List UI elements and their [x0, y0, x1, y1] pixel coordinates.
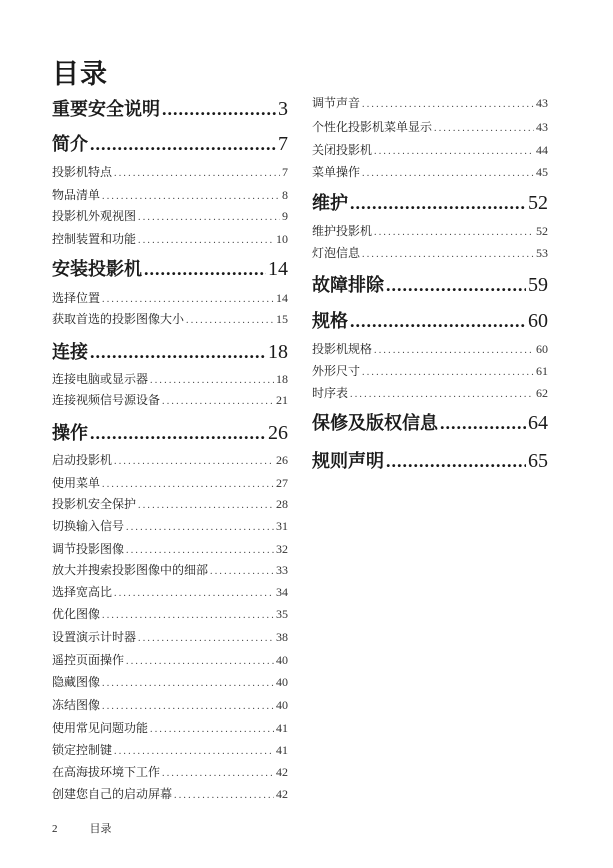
toc-section-entry[interactable]	[52, 185, 288, 205]
toc-page-number: 64	[528, 412, 548, 434]
toc-page-number: 43	[536, 96, 548, 110]
toc-section-entry[interactable]	[312, 339, 548, 359]
toc-dot-leader	[114, 742, 274, 760]
toc-dot-leader	[102, 697, 274, 715]
toc-dot-leader	[102, 475, 274, 493]
toc-page-number: 52	[528, 192, 548, 214]
toc-page-number: 38	[276, 630, 288, 644]
toc-dot-leader	[362, 363, 534, 381]
toc-entry-label: 规格	[312, 311, 348, 332]
toc-section-entry[interactable]	[52, 162, 288, 182]
toc-dot-leader	[114, 584, 274, 602]
toc-section-entry[interactable]	[52, 672, 288, 692]
toc-page-number: 53	[536, 246, 548, 260]
toc-page-number: 26	[276, 453, 288, 467]
toc-section-entry[interactable]	[52, 309, 288, 329]
toc-page-number: 61	[536, 364, 548, 378]
toc-dot-leader	[374, 223, 534, 241]
toc-dot-leader	[162, 392, 274, 410]
toc-entry-label: 规则声明	[312, 451, 384, 472]
toc-chapter-entry[interactable]	[52, 256, 288, 282]
toc-dot-leader	[102, 290, 274, 308]
toc-dot-leader	[386, 448, 526, 474]
toc-page-number: 15	[276, 312, 288, 326]
toc-section-entry[interactable]	[312, 93, 548, 113]
toc-chapter-entry[interactable]	[52, 420, 288, 446]
toc-dot-leader	[138, 496, 274, 514]
toc-section-entry[interactable]	[52, 604, 288, 624]
toc-dot-leader	[138, 208, 280, 226]
toc-dot-leader	[102, 674, 274, 692]
toc-dot-leader	[150, 371, 274, 389]
toc-entry-label: 时序表	[312, 386, 349, 400]
toc-entry-label: 外形尺寸	[312, 364, 361, 378]
toc-section-entry[interactable]	[312, 243, 548, 263]
toc-entry-label: 投影机安全保护	[52, 497, 137, 511]
toc-entry-label: 物品清单	[52, 188, 101, 202]
toc-entry-label: 故障排除	[312, 275, 384, 296]
toc-entry-label: 操作	[52, 423, 88, 444]
toc-entry-label: 调节投影图像	[52, 542, 125, 556]
toc-page-number: 21	[276, 393, 288, 407]
toc-entry-label: 切换输入信号	[52, 519, 125, 533]
footer-section-name: 目录	[89, 822, 112, 835]
toc-entry-label: 调节声音	[312, 96, 361, 110]
toc-dot-leader	[210, 562, 274, 580]
toc-entry-label: 投影机规格	[312, 342, 373, 356]
toc-section-entry[interactable]	[52, 560, 288, 580]
toc-dot-leader	[150, 720, 274, 738]
toc-page-number: 42	[276, 787, 288, 801]
toc-page-number: 59	[528, 274, 548, 296]
toc-dot-leader	[374, 341, 534, 359]
page-footer	[52, 820, 112, 836]
toc-dot-leader	[90, 339, 266, 365]
toc-section-entry[interactable]	[312, 221, 548, 241]
toc-page-number: 3	[278, 98, 288, 120]
toc-section-entry[interactable]	[52, 762, 288, 782]
toc-chapter-entry[interactable]	[312, 410, 548, 436]
toc-dot-leader	[174, 786, 274, 804]
toc-section-entry[interactable]	[52, 784, 288, 804]
toc-entry-label: 冻结图像	[52, 698, 101, 712]
toc-dot-leader	[144, 256, 266, 282]
toc-page-number: 42	[276, 765, 288, 779]
toc-page-number: 10	[276, 232, 288, 246]
toc-page-number: 65	[528, 450, 548, 472]
toc-section-entry[interactable]	[52, 450, 288, 470]
toc-page-number: 14	[276, 291, 288, 305]
toc-dot-leader	[126, 518, 274, 536]
toc-entry-label: 连接	[52, 342, 88, 363]
toc-section-entry[interactable]	[312, 117, 548, 137]
toc-entry-label: 在高海拔环境下工作	[52, 765, 161, 779]
toc-entry-label: 获取首选的投影图像大小	[52, 312, 185, 326]
toc-entry-label: 保修及版权信息	[312, 413, 438, 434]
toc-section-entry[interactable]	[52, 288, 288, 308]
toc-page-number: 44	[536, 143, 548, 157]
toc-entry-label: 遥控页面操作	[52, 653, 125, 667]
toc-dot-leader	[386, 272, 526, 298]
toc-page-number: 28	[276, 497, 288, 511]
toc-dot-leader	[138, 231, 274, 249]
toc-page-number: 8	[282, 188, 288, 202]
toc-entry-label: 重要安全说明	[52, 99, 160, 120]
toc-page-number: 62	[536, 386, 548, 400]
toc-dot-leader	[138, 629, 274, 647]
toc-section-entry[interactable]	[52, 582, 288, 602]
toc-dot-leader	[440, 410, 526, 436]
toc-page-number: 27	[276, 476, 288, 490]
toc-dot-leader	[114, 452, 274, 470]
toc-page-number: 26	[268, 422, 288, 444]
toc-page-number: 9	[282, 209, 288, 223]
toc-dot-leader	[90, 420, 266, 446]
toc-dot-leader	[362, 164, 534, 182]
toc-entry-label: 放大并搜索投影图像中的细部	[52, 563, 209, 577]
toc-page-number: 18	[276, 372, 288, 386]
toc-dot-leader	[350, 190, 526, 216]
toc-dot-leader	[350, 385, 534, 403]
toc-entry-label: 灯泡信息	[312, 246, 361, 260]
toc-page-number: 7	[282, 165, 288, 179]
toc-page-number: 40	[276, 653, 288, 667]
toc-page-number: 60	[528, 310, 548, 332]
toc-section-entry[interactable]	[52, 627, 288, 647]
toc-page-number: 32	[276, 542, 288, 556]
toc-entry-label: 选择宽高比	[52, 585, 113, 599]
toc-entry-label: 连接电脑或显示器	[52, 372, 149, 386]
toc-entry-label: 创建您自己的启动屏幕	[52, 787, 173, 801]
toc-page-number: 18	[268, 341, 288, 363]
toc-chapter-entry[interactable]	[312, 272, 548, 298]
toc-page-number: 45	[536, 165, 548, 179]
toc-section-entry[interactable]	[52, 473, 288, 493]
toc-entry-label: 投影机特点	[52, 165, 113, 179]
toc-dot-leader	[186, 311, 274, 329]
toc-dot-leader	[126, 541, 274, 559]
toc-chapter-entry[interactable]	[52, 339, 288, 365]
toc-section-entry[interactable]	[52, 206, 288, 226]
toc-section-entry[interactable]	[312, 140, 548, 160]
toc-page-number: 60	[536, 342, 548, 356]
toc-page-number: 33	[276, 563, 288, 577]
toc-dot-leader	[434, 119, 534, 137]
toc-dot-leader	[102, 606, 274, 624]
toc-dot-leader	[126, 652, 274, 670]
toc-chapter-entry[interactable]	[52, 96, 288, 122]
toc-section-entry[interactable]	[312, 162, 548, 182]
toc-section-entry[interactable]	[52, 695, 288, 715]
toc-page-number: 41	[276, 743, 288, 757]
toc-entry-label: 个性化投影机菜单显示	[312, 120, 433, 134]
toc-page-number: 14	[268, 258, 288, 280]
toc-entry-label: 安装投影机	[52, 259, 142, 280]
toc-section-entry[interactable]	[52, 229, 288, 249]
toc-entry-label: 锁定控制键	[52, 743, 113, 757]
toc-section-entry[interactable]	[52, 539, 288, 559]
toc-section-entry[interactable]	[52, 369, 288, 389]
toc-entry-label: 连接视频信号源设备	[52, 393, 161, 407]
toc-page-number: 7	[278, 133, 288, 155]
toc-dot-leader	[162, 764, 274, 782]
toc-page-number: 40	[276, 698, 288, 712]
page-title: 目录	[52, 59, 108, 90]
toc-entry-label: 关闭投影机	[312, 143, 373, 157]
toc-entry-label: 选择位置	[52, 291, 101, 305]
toc-dot-leader	[374, 142, 534, 160]
toc-entry-label: 投影机外观视图	[52, 209, 137, 223]
toc-section-entry[interactable]	[52, 650, 288, 670]
toc-section-entry[interactable]	[52, 516, 288, 536]
toc-entry-label: 简介	[52, 134, 88, 155]
toc-page-number: 41	[276, 721, 288, 735]
toc-dot-leader	[362, 95, 534, 113]
toc-dot-leader	[362, 245, 534, 263]
toc-entry-label: 设置演示计时器	[52, 630, 137, 644]
toc-page-number: 35	[276, 607, 288, 621]
toc-section-entry[interactable]	[312, 361, 548, 381]
toc-page-number: 43	[536, 120, 548, 134]
toc-entry-label: 优化图像	[52, 607, 101, 621]
toc-entry-label: 隐藏图像	[52, 675, 101, 689]
toc-entry-label: 启动投影机	[52, 453, 113, 467]
toc-section-entry[interactable]	[52, 740, 288, 760]
toc-page-number: 52	[536, 224, 548, 238]
toc-page-number: 31	[276, 519, 288, 533]
toc-section-entry[interactable]	[312, 383, 548, 403]
toc-entry-label: 维护	[312, 193, 348, 214]
toc-entry-label: 菜单操作	[312, 165, 361, 179]
toc-dot-leader	[102, 187, 280, 205]
toc-entry-label: 维护投影机	[312, 224, 373, 238]
toc-section-entry[interactable]	[52, 390, 288, 410]
toc-section-entry[interactable]	[52, 494, 288, 514]
footer-page-number: 2	[52, 823, 58, 835]
toc-dot-leader	[90, 131, 276, 157]
toc-page-number: 40	[276, 675, 288, 689]
toc-chapter-entry[interactable]	[312, 190, 548, 216]
toc-dot-leader	[114, 164, 280, 182]
toc-page-number: 34	[276, 585, 288, 599]
toc-section-entry[interactable]	[52, 718, 288, 738]
toc-dot-leader	[162, 96, 276, 122]
toc-chapter-entry[interactable]	[52, 131, 288, 157]
toc-chapter-entry[interactable]	[312, 448, 548, 474]
toc-entry-label: 控制装置和功能	[52, 232, 137, 246]
toc-entry-label: 使用常见问题功能	[52, 721, 149, 735]
toc-entry-label: 使用菜单	[52, 476, 101, 490]
toc-dot-leader	[350, 308, 526, 334]
toc-chapter-entry[interactable]	[312, 308, 548, 334]
